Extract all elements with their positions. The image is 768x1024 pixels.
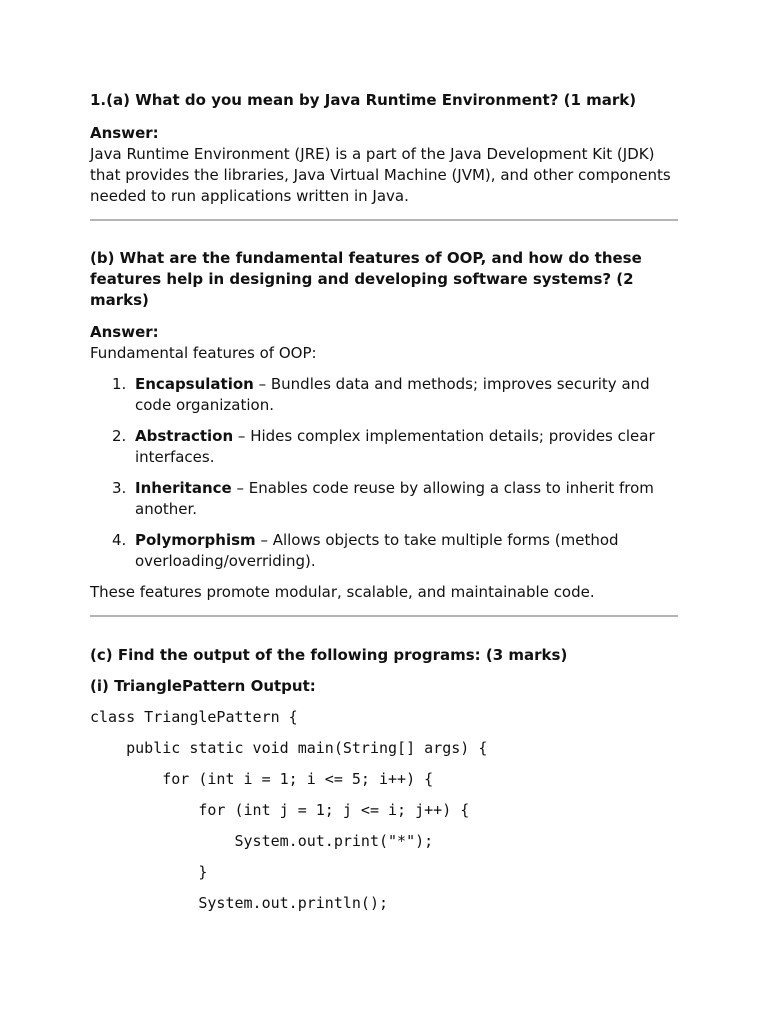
question-b: (b) What are the fundamental features of OOP, and how do these features help in designing and developing software systems? (2 marks) — [90, 249, 642, 309]
list-item-number: 1. — [112, 375, 127, 393]
oop-features-list — [90, 374, 678, 572]
answer-b-intro: Fundamental features of OOP: — [90, 344, 317, 362]
code-line: for (int i = 1; i <= 5; i++) { — [90, 770, 434, 788]
list-item — [90, 530, 678, 572]
feature-term: Inheritance — [135, 479, 232, 497]
list-item — [90, 478, 678, 520]
feature-desc: – Bundles data and methods; improves security and code organization. — [135, 375, 650, 414]
code-line: System.out.print("*"); — [90, 832, 434, 850]
answer-b-conclusion: These features promote modular, scalable, and maintainable code. — [90, 583, 595, 601]
answer-a-text: Java Runtime Environment (JRE) is a part of the Java Development Kit (JDK) that provides the libraries, Java Virtual Machine (JVM), and other components needed to run applications written in Java. — [90, 145, 671, 205]
feature-term: Abstraction — [135, 427, 234, 445]
sub-heading-triangle: (i) TrianglePattern Output: — [90, 677, 316, 695]
list-item-number: 2. — [112, 427, 127, 445]
answer-a-label: Answer: — [90, 124, 159, 142]
feature-term: Polymorphism — [135, 531, 256, 549]
feature-desc: – Enables code reuse by allowing a class to inherit from another. — [135, 479, 654, 518]
feature-desc: – Allows objects to take multiple forms (method overloading/overriding). — [135, 531, 619, 570]
list-item-number: 4. — [112, 531, 127, 549]
code-line: } — [90, 863, 208, 881]
document-content — [90, 90, 678, 914]
list-item-number: 3. — [112, 479, 127, 497]
code-line: System.out.println(); — [90, 894, 389, 912]
code-line: public static void main(String[] args) { — [90, 739, 488, 757]
list-item — [90, 374, 678, 416]
feature-term: Encapsulation — [135, 375, 254, 393]
question-a: 1.(a) What do you mean by Java Runtime Environment? (1 mark) — [90, 91, 637, 109]
question-c: (c) Find the output of the following programs: (3 marks) — [90, 646, 568, 664]
code-block — [90, 707, 678, 914]
feature-desc: – Hides complex implementation details; provides clear interfaces. — [135, 427, 655, 466]
code-line: class TrianglePattern { — [90, 708, 298, 726]
code-line: for (int j = 1; j <= i; j++) { — [90, 801, 470, 819]
answer-b-label: Answer: — [90, 323, 159, 341]
list-item — [90, 426, 678, 468]
